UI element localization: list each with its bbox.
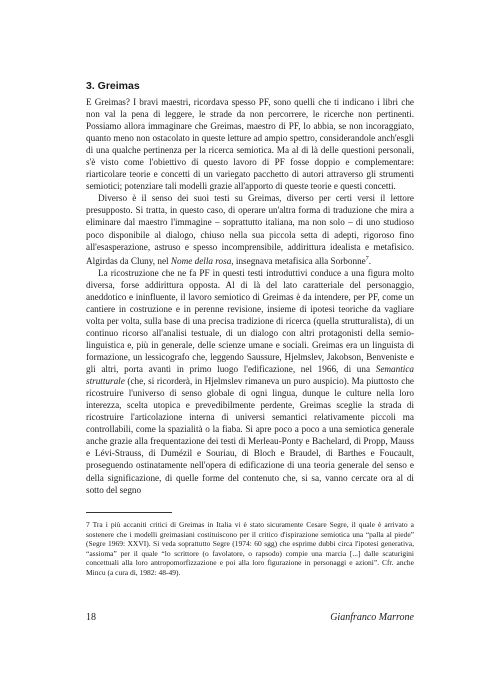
footnote: 7 Tra i più accaniti critici di Greimas in Italia vi è stato sicuramente Cesare Segre, il quale è arrivato a sostenere che i modelli greimasiani costituiscono per il critico d'ispirazione semiotica una “palla al piede” (Segre 1969: XXVI). Si veda soprattutto Segre (1974: 60 sgg) che esprime dubbi circa l'ipotesi generativa, “assioma” per il quale “lo scrittore (o favolatore, o rapsodo) compie una marcia [...] dalle scaturigini concettuali alla loro antropomorfizzazione e poi alla loro figurazione in personaggi e azioni”. Cfr. anche Mincu (a cura di, 1982: 48-49). (86, 520, 414, 577)
paragraph-3-end: (che, si ricorderà, in Hjelmslev rimaneva un puro auspicio). Ma piuttosto che ricostruire l'universo di senso globale di ogni lingua, dunque le culture nella loro interezza, scelta utopica e prevedibilmente perdente, Greimas sceglie la strada di ricostruire l'articolazione interna di universi semantici relativamente piccoli ma controllabili, come la spazialità o la fiaba. Si apre poco a poco a una semiotica generale anche grazie alla frequentazione dei testi di Merleau-Ponty e Bachelard, di Propp, Mauss e Lévi-Strauss, di Dumézil e Souriau, di Bloch e Braudel, di Barthes e Foucault, proseguendo ostinatamente nell'opera di edificazione di una teoria generale del senso e della significazione, di quelle forme del contenuto che, si sa, vanno cercate ora al di sotto del segno (86, 376, 414, 495)
paragraph-2: Diverso è il senso dei suoi testi su Greimas, diverso per certi versi il lettore presupposto. Si tratta, in questo caso, di operare un'altra forma di traduzione che mira a eliminare dal maestro l'immagine – soprattutto italiana, ma non solo – di uno studioso poco disponibile al dialogo, chiuso nella sua piccola setta di adepti, rigoroso fino all'esasperazione, astruso e spesso incomprensibile, addirittura idealista e metafisico. Algirdas da Cluny, nel Nome della rosa, insegnava metafisica alla Sorbonne$^7$. (86, 193, 414, 266)
section-heading: 3. Greimas (86, 80, 140, 92)
paragraph-2-end: , insegnava metafisica alla Sorbonne (231, 255, 366, 266)
paragraph-3 (86, 267, 414, 496)
book-title-semantica-strutturale: Semantica strutturale (86, 364, 414, 387)
paragraph-1: E Greimas? I bravi maestri, ricordava spesso PF, sono quelli che ti indicano i libri che non val la pena di leggere, le strade da non percorrere, le ricerche non pertinenti. Possiamo allora immaginare che Greimas, maestro di PF, lo abbia, se non incoraggiato, quanto meno non ostacolato in queste letture ad ampio spettro, considerandole anch'esgli di una qualche pertinenza per la ricerca semiotica. Ma al di là delle questioni personali, s'è visto come l'obiettivo di questo lavoro di PF fosse doppio e complementare: riarticolare teorie e concetti di un variegato pacchetto di autori attraverso gli strumenti semiotici; potenziare tali modelli grazie all'apporto di queste teorie e questi concetti. (86, 97, 414, 192)
book-title-nome-della-rosa: Nome della rosa (170, 255, 232, 266)
paragraph-2-text: Diverso è il senso dei suoi testi su Greimas, diverso per certi versi il lettore presupposto. Si tratta, in questo caso, di operare un'altra forma di traduzione che mira a eliminare dal maestro l'immagine – soprattutto italiana, ma non solo – di uno studioso poco disponibile al dialogo, chiuso nella sua piccola setta di adepti, rigoroso fino all'esasperazione, astruso e spesso incomprensibile, addirittura idealista e metafisico. Algirdas da Cluny, nel (86, 193, 414, 266)
body-text (86, 96, 414, 496)
running-author: Gianfranco Marrone (330, 612, 414, 623)
paragraph-3-text: La ricostruzione che ne fa PF in questi testi introduttivi conduce a una figura molto diversa, forse addirittura opposta. Al di là del lato caratteriale del personaggio, aneddotico e ininfluente, il lavoro semiotico di Greimas è da intendere, per PF, come un cantiere in costruzione e in perenne revisione, insieme di ipotesi teoriche da vagliare volta per volta, sulla base di una precisa tradizione di ricerca (quella strutturalista), di un continuo ricorso all'analisi testuale, di un dialogo con altri protagonisti della semio-linguistica e, più in generale, delle scienze umane e sociali. Greimas era un linguista di formazione, un lessicografo che, leggendo Saussure, Hjelmslev, Jakobson, Benveniste e gli altri, porta avanti in primo luogo l'edificazione, nel 1966, di una (86, 267, 414, 375)
page-number: 18 (86, 612, 96, 623)
footnote-divider (86, 512, 172, 513)
footnote-reference: 7 (365, 255, 369, 262)
